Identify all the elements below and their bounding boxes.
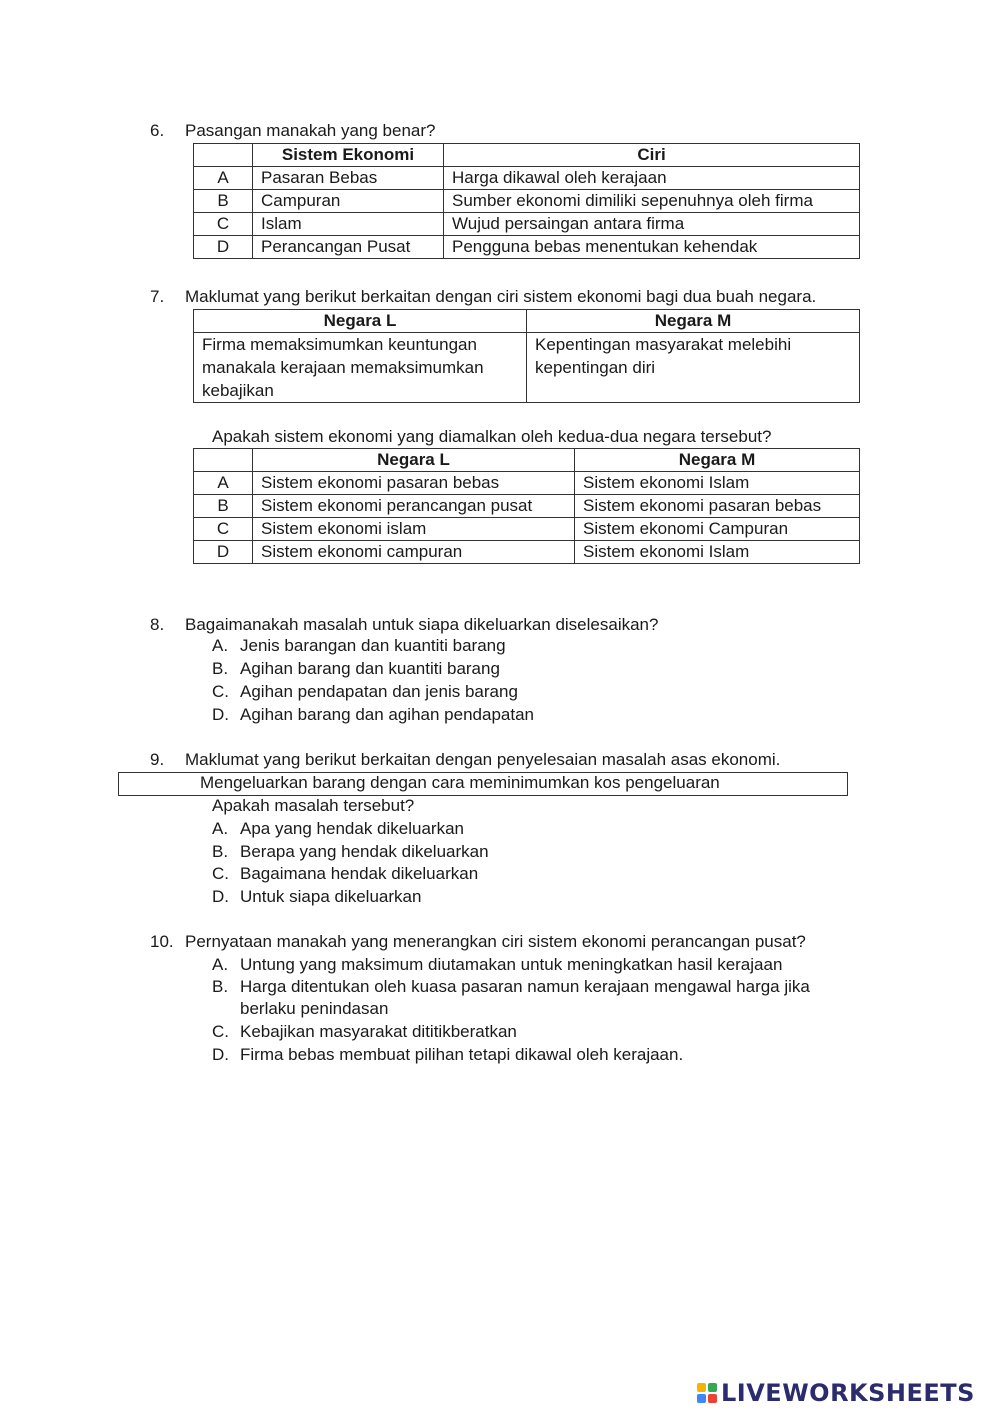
option-text-line: Harga ditentukan oleh kuasa pasaran namun kerajaan mengawal harga jika [240,977,810,996]
option-letter: B. [212,659,229,678]
q9-option-d[interactable] [212,886,421,908]
row-negara-l: Sistem ekonomi perancangan pusat [253,495,575,518]
q9-question: Apakah masalah tersebut? [212,796,415,815]
option-text: Untung yang maksimum diutamakan untuk meningkatkan hasil kerajaan [240,955,783,974]
q7-table [193,448,860,564]
row-negara-m: Sistem ekonomi Campuran [575,518,860,541]
option-text: Untuk siapa dikeluarkan [240,887,422,906]
q10-option-d[interactable] [212,1044,683,1066]
logo-mark-icon [697,1383,717,1403]
q8-option-a[interactable] [212,635,506,657]
table-row [194,495,860,518]
option-text: Kebajikan masyarakat dititikberatkan [240,1022,517,1041]
info-line: kepentingan diri [535,358,656,377]
logo-text: LIVEWORKSHEETS [721,1379,975,1407]
row-system: Campuran [253,190,444,213]
option-text-line: berlaku penindasan [240,999,389,1018]
q6-table [193,143,860,259]
liveworksheets-logo[interactable] [697,1378,975,1408]
q7-info-header-l: Negara L [194,310,527,333]
q7-text: Maklumat yang berikut berkaitan dengan ciri sistem ekonomi bagi dua buah negara. [185,287,817,306]
option-letter: D. [212,1045,229,1064]
option-text: Agihan pendapatan dan jenis barang [240,682,518,701]
q7-header-l: Negara L [253,449,575,472]
row-system: Islam [253,213,444,236]
row-feature: Harga dikawal oleh kerajaan [444,167,860,190]
row-feature: Sumber ekonomi dimiliki sepenuhnya oleh firma [444,190,860,213]
info-line: Firma memaksimumkan keuntungan [202,335,477,354]
q10-number: 10. [150,932,174,951]
row-negara-l: Sistem ekonomi campuran [253,541,575,564]
option-letter: C. [212,682,229,701]
row-feature: Wujud persaingan antara firma [444,213,860,236]
row-system: Perancangan Pusat [253,236,444,259]
row-letter: D [194,541,253,564]
q9-option-b[interactable] [212,841,489,863]
table-row [194,472,860,495]
q10-text: Pernyataan manakah yang menerangkan ciri sistem ekonomi perancangan pusat? [185,932,806,951]
row-letter: B [194,495,253,518]
option-letter: D. [212,705,229,724]
row-letter: D [194,236,253,259]
q6-header-feature: Ciri [444,144,860,167]
table-row [194,518,860,541]
option-text: Firma bebas membuat pilihan tetapi dikawal oleh kerajaan. [240,1045,684,1064]
logo-tile [708,1383,717,1392]
option-letter: A. [212,636,229,655]
row-letter: C [194,213,253,236]
option-text: Agihan barang dan agihan pendapatan [240,705,534,724]
info-line: kebajikan [202,381,274,400]
logo-tile [708,1394,717,1403]
q10-option-b[interactable] [212,976,810,1020]
q8-option-c[interactable] [212,681,518,703]
row-letter: C [194,518,253,541]
info-line: manakala kerajaan memaksimumkan [202,358,484,377]
row-letter: A [194,167,253,190]
table-row [194,190,860,213]
row-feature: Pengguna bebas menentukan kehendak [444,236,860,259]
logo-tile [697,1394,706,1403]
q6-header-blank [194,144,253,167]
table-row [194,236,860,259]
row-negara-m: Sistem ekonomi pasaran bebas [575,495,860,518]
option-text: Agihan barang dan kuantiti barang [240,659,500,678]
logo-tile [697,1383,706,1392]
q9-text: Maklumat yang berikut berkaitan dengan penyelesaian masalah asas ekonomi. [185,750,781,769]
option-text: Berapa yang hendak dikeluarkan [240,842,489,861]
q7-header-m: Negara M [575,449,860,472]
q7-info-table [193,309,860,403]
row-system: Pasaran Bebas [253,167,444,190]
q8-option-d[interactable] [212,704,534,726]
table-row [194,167,860,190]
q7-info-m [527,333,860,403]
info-line: Kepentingan masyarakat melebihi [535,335,792,354]
option-text: Apa yang hendak dikeluarkan [240,819,464,838]
option-text [240,976,810,1020]
row-negara-l: Sistem ekonomi islam [253,518,575,541]
option-text: Jenis barangan dan kuantiti barang [240,636,506,655]
option-letter: A. [212,819,229,838]
table-row [194,213,860,236]
option-letter: B. [212,977,229,996]
q9-number: 9. [150,750,165,769]
q7-question: Apakah sistem ekonomi yang diamalkan oleh kedua-dua negara tersebut? [212,427,772,446]
q10-option-c[interactable] [212,1021,517,1043]
q9-option-c[interactable] [212,863,478,885]
q6-text: Pasangan manakah yang benar? [185,121,436,140]
q9-option-a[interactable] [212,818,464,840]
q7-info-l [194,333,527,403]
table-row [194,541,860,564]
q6-number: 6. [150,121,165,140]
option-text: Bagaimana hendak dikeluarkan [240,864,479,883]
q7-info-header-m: Negara M [527,310,860,333]
q7-number: 7. [150,287,165,306]
row-negara-l: Sistem ekonomi pasaran bebas [253,472,575,495]
q9-info-text: Mengeluarkan barang dengan cara meminimumkan kos pengeluaran [200,773,720,792]
option-letter: C. [212,864,229,883]
row-negara-m: Sistem ekonomi Islam [575,541,860,564]
q8-option-b[interactable] [212,658,500,680]
option-letter: D. [212,887,229,906]
option-letter: C. [212,1022,229,1041]
row-negara-m: Sistem ekonomi Islam [575,472,860,495]
row-letter: B [194,190,253,213]
option-letter: B. [212,842,229,861]
row-letter: A [194,472,253,495]
q6-header-system: Sistem Ekonomi [253,144,444,167]
q8-number: 8. [150,615,165,634]
q7-header-blank [194,449,253,472]
option-letter: A. [212,955,229,974]
q8-text: Bagaimanakah masalah untuk siapa dikeluarkan diselesaikan? [185,615,659,634]
q10-option-a[interactable] [212,954,782,976]
